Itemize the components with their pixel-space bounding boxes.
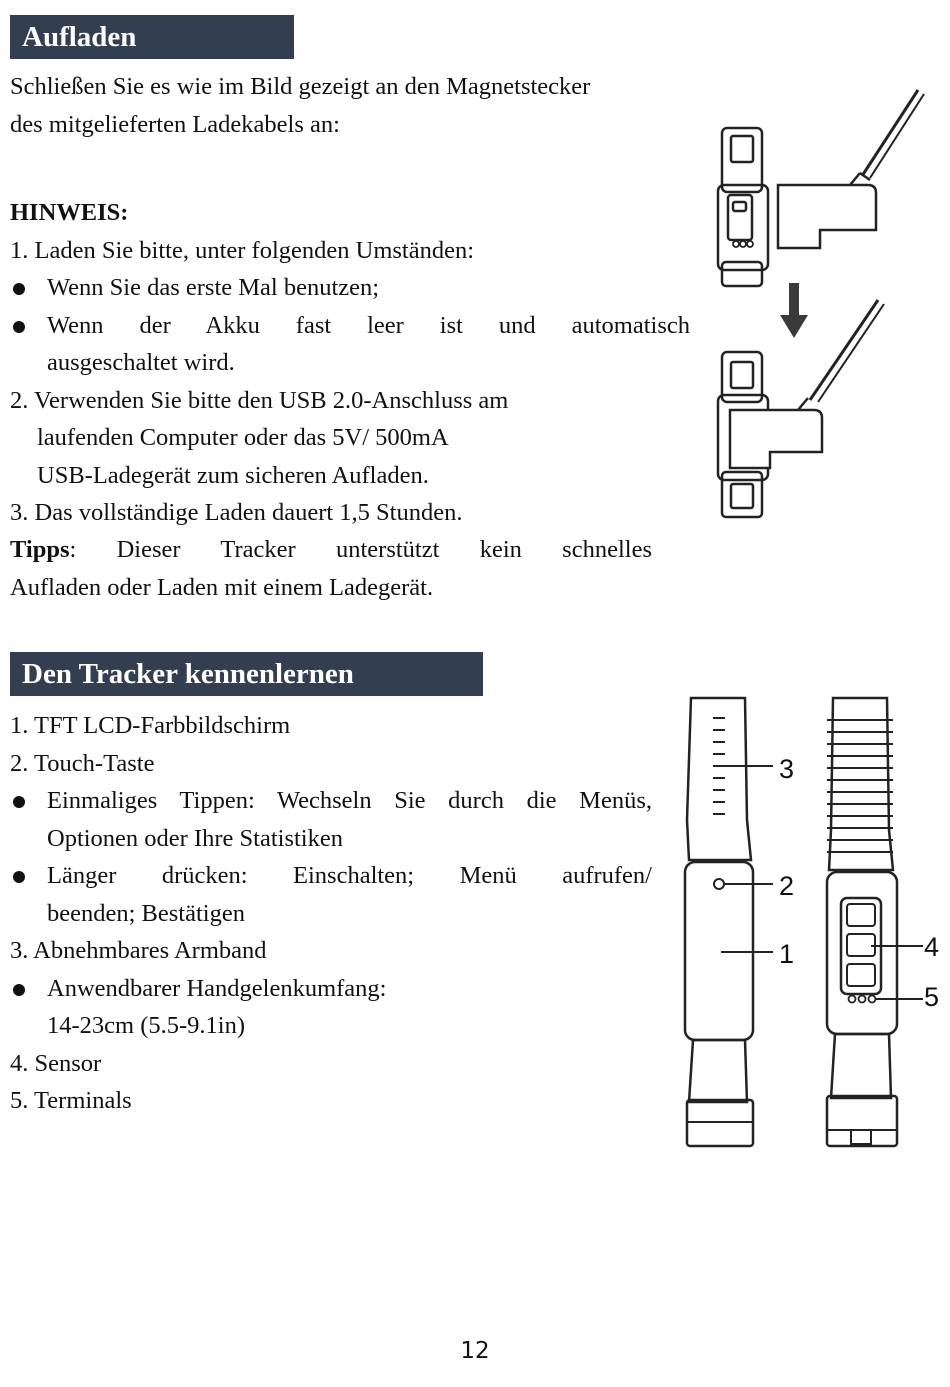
feature-5: 5. Terminals <box>10 1087 132 1114</box>
feature-2: 2. Touch-Taste <box>10 749 155 777</box>
front-strap-lower <box>689 1040 747 1102</box>
note-item-2: 2. Verwenden Sie bitte den USB 2.0-Anschluss am <box>10 386 509 414</box>
feature-3: 3. Abnehmbares Armband <box>10 937 267 964</box>
feature-3-bullet-1: Anwendbarer Handgelenkumfang: <box>10 970 652 1008</box>
feature-4: 4. Sensor <box>10 1049 102 1077</box>
back-strap-ribs <box>827 720 893 852</box>
back-strap-upper <box>829 698 893 870</box>
intro-line-1: Schließen Sie es wie im Bild gezeigt an den Magnetstecker <box>10 73 591 100</box>
band-top-lower-strap <box>722 262 762 286</box>
feature-2-bullet-2-cont: beenden; Bestätigen <box>47 899 245 927</box>
note-item-1: 1. Laden Sie bitte, unter folgenden Umständen: <box>10 236 475 264</box>
feature-2-bullet-1: Einmaliges Tippen: Wechseln Sie durch die Menüs, <box>10 782 652 820</box>
terminals <box>849 996 876 1003</box>
note-item-2-cont-2: USB-Ladegerät zum sicheren Aufladen. <box>37 461 429 489</box>
charging-intro <box>10 68 590 143</box>
note-bullet-2-cont: ausgeschaltet wird. <box>47 349 235 376</box>
tips-line-1 <box>10 531 652 569</box>
charging-notes <box>10 194 690 532</box>
note-item-2-cont-1: laufenden Computer oder das 5V/ 500mA <box>37 424 449 451</box>
feature-2-bullet-1-cont: Optionen oder Ihre Statistiken <box>47 824 343 852</box>
callout-label-1: 1 <box>779 939 795 969</box>
band-top-body <box>718 185 768 270</box>
tips-paragraph <box>10 531 652 606</box>
note-title: HINWEIS: <box>10 199 129 226</box>
intro-line-2: des mitgelieferten Ladekabels an: <box>10 110 340 138</box>
feature-2-bullet-2: Länger drücken: Einschalten; Menü aufrufen/ <box>10 857 652 895</box>
tips-line-2: Aufladen oder Laden mit einem Ladegerät. <box>10 573 434 601</box>
feature-1: 1. TFT LCD-Farbbildschirm <box>10 712 291 739</box>
callout-label-4: 4 <box>924 932 940 962</box>
charger-clip-bottom <box>730 410 822 468</box>
section-heading-charging: Aufladen <box>10 15 294 59</box>
touch-key <box>714 879 724 889</box>
feature-3-bullet-1-cont: 14-23cm (5.5-9.1in) <box>47 1012 245 1039</box>
back-buckle <box>827 1096 897 1146</box>
back-tracker-body <box>827 872 897 1034</box>
charger-cable-top <box>862 90 918 176</box>
charging-illustration <box>710 80 935 520</box>
charger-clip-top <box>778 185 876 248</box>
down-arrow-icon <box>780 283 808 338</box>
note-bullet-1: Wenn Sie das erste Mal benutzen; <box>10 269 690 307</box>
back-strap-lower <box>831 1034 891 1098</box>
callout-label-5: 5 <box>924 982 940 1012</box>
tips-text-1: : Dieser Tracker unterstützt kein schnelles <box>69 536 652 563</box>
callout-label-2: 2 <box>779 871 795 901</box>
charger-cable-bottom <box>810 300 878 400</box>
section-heading-tracker: Den Tracker kennenlernen <box>10 652 483 696</box>
note-item-3: 3. Das vollständige Laden dauert 1,5 Stunden. <box>10 499 463 526</box>
callout-label-3: 3 <box>779 754 795 784</box>
tracker-diagram <box>675 690 945 1155</box>
tracker-features <box>10 707 652 1120</box>
tips-label: Tipps <box>10 536 70 563</box>
page-number: 12 <box>460 1338 490 1364</box>
band-top-upper-strap <box>722 128 762 192</box>
note-bullet-2: Wenn der Akku fast leer ist und automatisch <box>10 307 690 345</box>
